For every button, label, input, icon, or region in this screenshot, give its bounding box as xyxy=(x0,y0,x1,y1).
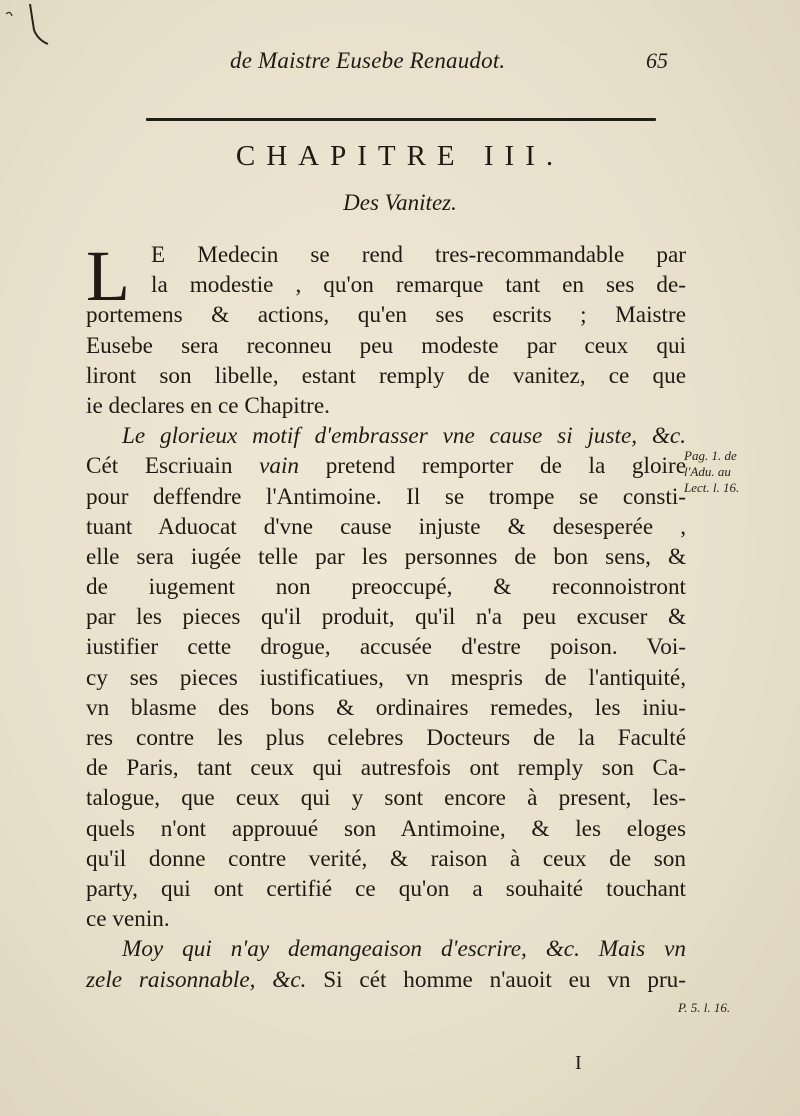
running-title: de Maistre Eusebe Renaudot. xyxy=(230,48,506,73)
section-title: Des Vanitez. xyxy=(343,190,457,215)
chapter-heading: CHAPITRE III. xyxy=(235,140,565,172)
drop-cap: L xyxy=(86,236,130,316)
text-segment: zele raisonnable, &c. xyxy=(86,966,307,993)
text-line xyxy=(86,965,686,995)
text-segment: Moy qui n'ay demangeaison d'escrire, &c. Mais vn xyxy=(122,936,686,963)
text-segment: de iugement non preoccupé, & reconnoistront xyxy=(86,574,686,601)
corner-ink-mark xyxy=(0,0,60,50)
text-segment: E Medecin se rend tres-recommandable par xyxy=(151,242,686,268)
text-line xyxy=(86,240,686,270)
text-segment: Cét Escriuain xyxy=(86,453,260,480)
text-segment: pretend remporter de la gloire xyxy=(299,453,687,480)
text-segment: pour deffendre l'Antimoine. Il se trompe se consti- xyxy=(86,483,686,510)
text-line xyxy=(86,421,686,451)
margin-note-line: Lect. l. 16. xyxy=(684,480,740,495)
text-segment: qu'il donne contre verité, & raison à ceux de son xyxy=(86,845,686,872)
text-line xyxy=(86,270,686,300)
text-segment: Le glorieux motif d'embrasser vne cause si juste, &c. xyxy=(122,423,686,450)
text-segment: vain xyxy=(259,453,300,480)
text-segment: tuant Aduocat d'vne cause injuste & desesperée , xyxy=(86,513,686,540)
signature-mark: I xyxy=(575,1052,582,1074)
text-line xyxy=(86,300,686,330)
header-rule xyxy=(146,118,656,121)
margin-note xyxy=(678,1000,730,1016)
text-line xyxy=(86,542,686,572)
text-line xyxy=(86,451,686,481)
body-text xyxy=(86,236,687,995)
text-segment: liront son libelle, estant remply de vanitez, ce que xyxy=(86,362,686,389)
text-segment: Si cét homme n'auoit eu vn pru- xyxy=(306,966,686,993)
text-line xyxy=(86,602,686,632)
text-line xyxy=(86,361,686,391)
margin-note xyxy=(684,448,739,496)
text-line xyxy=(86,753,686,783)
text-segment: talogue, que ceux qui y sont encore à present, les- xyxy=(86,785,686,812)
text-line xyxy=(86,723,686,753)
text-segment: res contre les plus celebres Docteurs de la Faculté xyxy=(86,725,686,751)
text-segment: cy ses pieces iustificatiues, vn mespris de l'antiquité, xyxy=(86,664,686,691)
margin-note-line: P. 5. l. 16. xyxy=(678,1000,731,1015)
margin-note-line: Pag. 1. de xyxy=(684,448,737,463)
text-line xyxy=(86,874,686,904)
text-line xyxy=(86,904,686,934)
text-segment: ce venin. xyxy=(86,906,170,933)
running-head xyxy=(0,48,800,88)
text-segment: la modestie , qu'on remarque tant en ses de- xyxy=(151,272,686,299)
text-line xyxy=(86,693,686,723)
text-line xyxy=(86,512,686,542)
margin-note-line: l'Adu. au xyxy=(684,464,731,479)
page-number: 65 xyxy=(646,48,668,73)
text-line xyxy=(86,482,686,512)
text-segment: portemens & actions, qu'en ses escrits ; Maistre xyxy=(86,302,686,329)
text-line xyxy=(86,934,686,964)
text-segment: iustifier cette drogue, accusée d'estre poison. Voi- xyxy=(86,634,686,661)
text-line xyxy=(86,391,686,421)
text-line xyxy=(86,844,686,874)
text-line xyxy=(86,783,686,813)
text-segment: quels n'ont approuué son Antimoine, & les eloges xyxy=(86,815,686,842)
text-line xyxy=(86,331,686,361)
text-segment: party, qui ont certifié ce qu'on a souhaité touchant xyxy=(86,875,686,902)
text-segment: elle sera iugée telle par les personnes de bon sens, & xyxy=(86,543,686,570)
text-segment: Eusebe sera reconneu peu modeste par ceux qui xyxy=(86,332,686,359)
text-line xyxy=(86,814,686,844)
text-line xyxy=(86,663,686,693)
text-segment: de Paris, tant ceux qui autresfois ont remply son Ca- xyxy=(86,755,686,782)
text-segment: par les pieces qu'il produit, qu'il n'a peu excuser & xyxy=(86,604,686,631)
text-line xyxy=(86,572,686,602)
text-segment: vn blasme des bons & ordinaires remedes, les iniu- xyxy=(86,694,686,721)
text-segment: ie declares en ce Chapitre. xyxy=(86,392,330,419)
text-line xyxy=(86,632,686,662)
